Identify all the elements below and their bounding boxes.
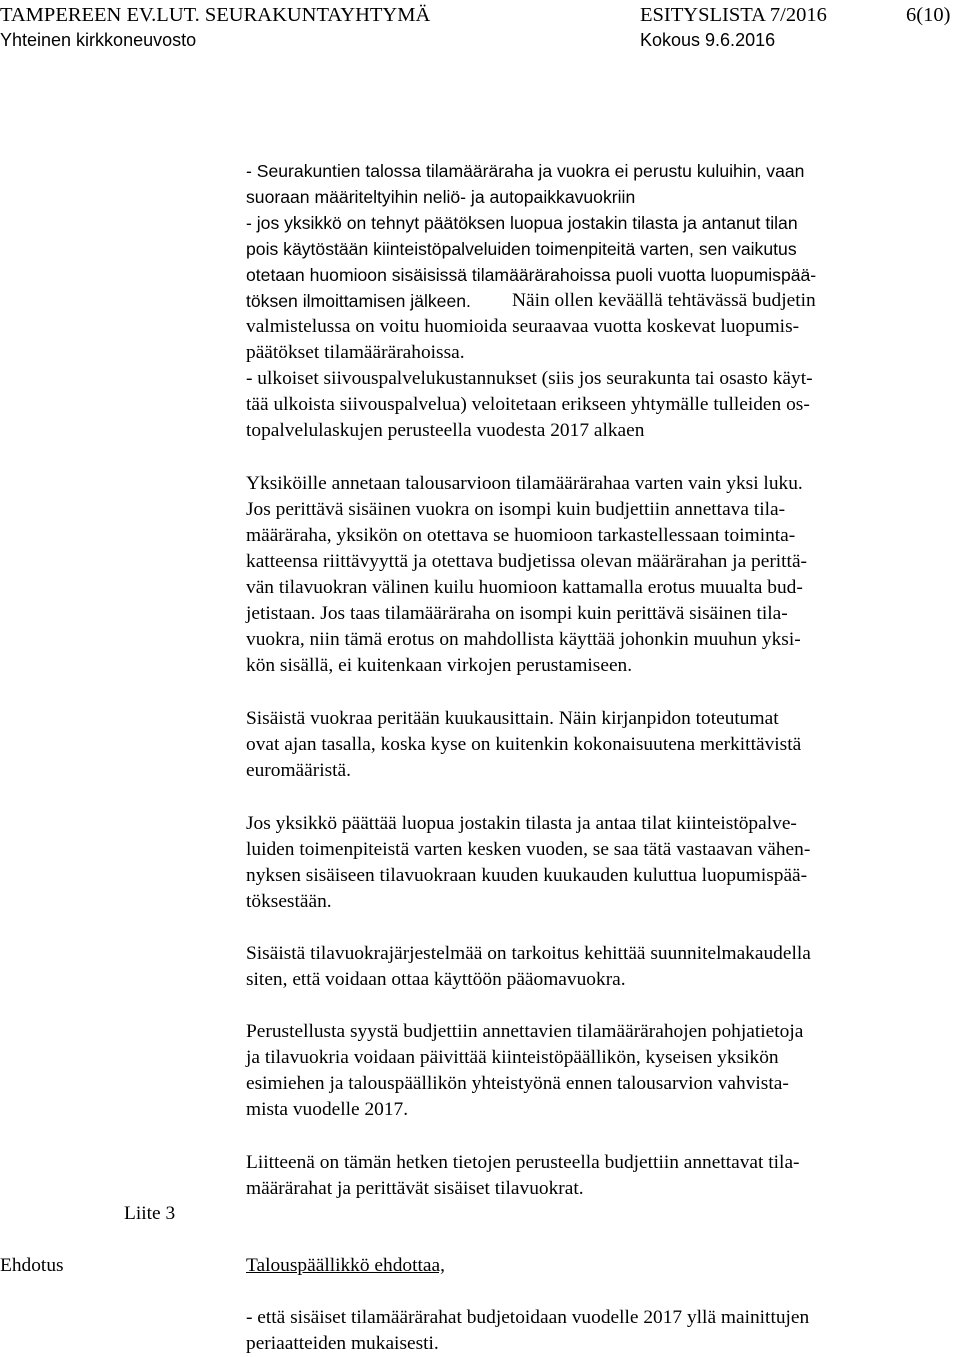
paragraph-line: siten, että voidaan ottaa käyttöön pääomavuokra. <box>246 969 626 990</box>
paragraph-line: Sisäistä vuokraa peritään kuukausittain. Näin kirjanpidon toteutumat <box>246 708 779 729</box>
paragraph-line: Sisäistä tilavuokrajärjestelmää on tarkoitus kehittää suunnitelmakaudella <box>246 943 811 964</box>
list-line: päätökset tilamäärärahoissa. <box>246 342 465 363</box>
paragraph-line: jetistaan. Jos taas tilamääräraha on isompi kuin perittävä sisäinen tila- <box>246 603 788 624</box>
list-line: suoraan määriteltyihin neliö- ja autopaikkavuokriin <box>246 187 636 207</box>
paragraph-line: esimiehen ja talouspäällikön yhteistyönä ennen talousarvion vahvista- <box>246 1073 789 1094</box>
paragraph-line: ovat ajan tasalla, koska kyse on kuitenkin kokonaisuutena merkittävistä <box>246 734 802 755</box>
paragraph-line: vuokra, niin tämä erotus on mahdollista käyttää johonkin muuhun yksi- <box>246 629 801 650</box>
list-line: topalvelulaskujen perusteella vuodesta 2017 alkaen <box>246 420 645 441</box>
list-line: Näin ollen keväällä tehtävässä budjetin <box>512 290 816 311</box>
list-line: - Seurakuntien talossa tilamääräraha ja vuokra ei perustu kuluihin, vaan <box>246 161 805 181</box>
paragraph-line: Yksiköille annetaan talousarvioon tilamäärärahaa varten vain yksi luku. <box>246 473 803 494</box>
paragraph-line: töksestään. <box>246 891 332 912</box>
list-line: tää ulkoista siivouspalvelua) veloitetaan erikseen yhtymälle tulleiden os- <box>246 394 810 415</box>
header-governing-body: Yhteinen kirkkoneuvosto <box>0 30 197 50</box>
paragraph-line: vän tilavuokran välinen kuilu huomioon kattamalla erotus muualta bud- <box>246 577 803 598</box>
paragraph-line: Jos perittävä sisäinen vuokra on isompi kuin budjettiin annettava tila- <box>246 499 786 520</box>
paragraph-line: kön sisällä, ei kuitenkaan virkojen perustamiseen. <box>246 655 633 676</box>
header-organization: TAMPEREEN EV.LUT. SEURAKUNTAYHTYMÄ <box>0 4 431 26</box>
list-line: töksen ilmoittamisen jälkeen. <box>246 291 471 311</box>
attachment-label: Liite 3 <box>124 1203 176 1224</box>
list-line: - ulkoiset siivouspalvelukustannukset (siis jos seurakunta tai osasto käyt- <box>246 368 813 389</box>
paragraph-line: määrärahat ja perittävät sisäiset tilavuokrat. <box>246 1178 584 1199</box>
proposal-line: - että sisäiset tilamäärärahat budjetoidaan vuodelle 2017 yllä mainittujen <box>246 1307 810 1328</box>
list-line: pois käytöstään kiinteistöpalveluiden toimenpiteitä varten, sen vaikutus <box>246 239 797 259</box>
paragraph-line: Perustellusta syystä budjettiin annettavien tilamäärärahojen pohjatietoja <box>246 1021 804 1042</box>
paragraph-line: määräraha, yksikön on otettava se huomioon tarkastellessaan toiminta- <box>246 525 796 546</box>
header-agenda-number: ESITYSLISTA 7/2016 <box>640 4 827 26</box>
list-line: - jos yksikkö on tehnyt päätöksen luopua jostakin tilasta ja antanut tilan <box>246 213 798 233</box>
list-line: otetaan huomioon sisäisissä tilamäärärahoissa puoli vuotta luopumispää- <box>246 265 817 285</box>
paragraph-line: Jos yksikkö päättää luopua jostakin tilasta ja antaa tilat kiinteistöpalve- <box>246 813 797 834</box>
paragraph-line: Liitteenä on tämän hetken tietojen perusteella budjettiin annettavat tila- <box>246 1152 800 1173</box>
header-page-number: 6(10) <box>906 4 951 26</box>
proposal-heading: Talouspäällikkö ehdottaa, <box>246 1255 445 1276</box>
paragraph-line: katteensa riittävyyttä ja otettava budjetissa olevan määrärahan ja perittä- <box>246 551 808 572</box>
paragraph-line: luiden toimenpiteistä varten kesken vuoden, se saa tätä vastaavan vähen- <box>246 839 811 860</box>
paragraph-line: mista vuodelle 2017. <box>246 1099 409 1120</box>
header-meeting-date: Kokous 9.6.2016 <box>640 30 776 50</box>
proposal-label: Ehdotus <box>0 1255 64 1276</box>
proposal-line: periaatteiden mukaisesti. <box>246 1333 439 1354</box>
list-line: valmistelussa on voitu huomioida seuraavaa vuotta koskevat luopumis- <box>246 316 800 337</box>
paragraph-line: nyksen sisäiseen tilavuokraan kuuden kuukauden kuluttua luopumispää- <box>246 865 808 886</box>
paragraph-line: ja tilavuokria voidaan päivittää kiinteistöpäällikön, kyseisen yksikön <box>246 1047 779 1068</box>
paragraph-line: euromääristä. <box>246 760 351 781</box>
